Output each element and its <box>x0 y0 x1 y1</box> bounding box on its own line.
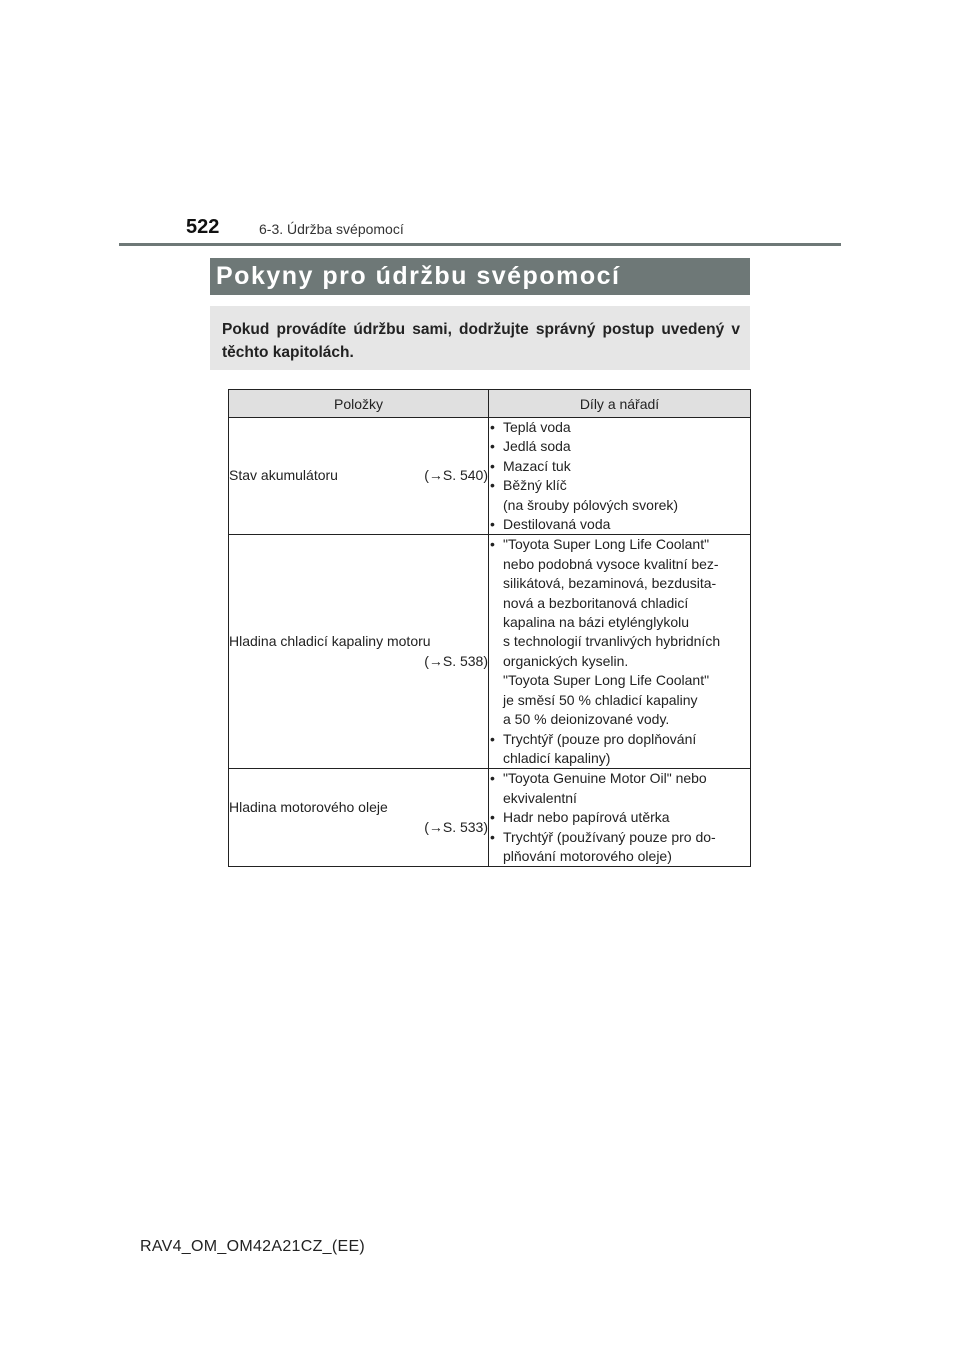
table-row <box>229 418 751 535</box>
column-header-tools: Díly a nářadí <box>489 390 751 418</box>
tools-cell <box>489 769 751 867</box>
item-reference: (→S. 540) <box>424 467 488 484</box>
tool-list <box>489 535 750 768</box>
tool-list <box>489 769 750 866</box>
item-label: Hladina chladicí kapaliny motoru <box>229 633 431 650</box>
tool-item: • Běžný klíč (na šrouby pólových svorek) <box>489 476 750 515</box>
table-header-row <box>229 390 751 418</box>
document-code: RAV4_OM_OM42A21CZ_(EE) <box>140 1238 366 1255</box>
item-label: Stav akumulátoru <box>229 467 338 484</box>
column-header-items: Položky <box>229 390 489 418</box>
tool-item: • "Toyota Super Long Life Coolant" nebo podobná vysoce kvalitní bez- silikátová, bezaminová, bezdusita- nová a bezboritanová chladicí kapalina na bázi etylénglykolu s technologií trvanlivých hybridních organických kyselin. "Toyota Super Long Life Coolant" je směsí 50 % chladicí kapaliny a 50 % deionizované vody. <box>489 535 750 729</box>
header-divider <box>119 243 841 246</box>
item-reference: (→S. 533) <box>424 818 488 835</box>
tool-item: • Jedlá soda <box>489 437 750 456</box>
table-row <box>229 769 751 867</box>
intro-text: Pokud provádíte údržbu sami, dodržujte správný postup uvedený v těchto kapitolách. <box>222 321 740 361</box>
page-number: 522 <box>186 216 220 238</box>
intro-box <box>210 306 750 370</box>
tool-item: • Mazací tuk <box>489 457 750 476</box>
tool-item: • "Toyota Genuine Motor Oil" nebo ekvivalentní <box>489 769 750 808</box>
table-row <box>229 535 751 769</box>
tools-cell <box>489 418 751 535</box>
tool-item: • Destilovaná voda <box>489 515 750 534</box>
parts-table <box>228 389 751 867</box>
tool-item: • Trychtýř (používaný pouze pro do- plňování motorového oleje) <box>489 828 750 867</box>
item-cell <box>229 769 489 867</box>
item-label: Hladina motorového oleje <box>229 799 388 816</box>
tool-item: • Hadr nebo papírová utěrka <box>489 808 750 827</box>
tool-list <box>489 418 750 534</box>
item-cell <box>229 535 489 769</box>
tools-cell <box>489 535 751 769</box>
tool-item: • Teplá voda <box>489 418 750 437</box>
tool-item: • Trychtýř (pouze pro doplňování chladicí kapaliny) <box>489 730 750 769</box>
title-bar <box>210 258 750 295</box>
item-cell <box>229 418 489 535</box>
page-title: Pokyny pro údržbu svépomocí <box>216 262 621 290</box>
item-reference: (→S. 538) <box>424 652 488 669</box>
section-label: 6-3. Údržba svépomocí <box>259 221 404 237</box>
